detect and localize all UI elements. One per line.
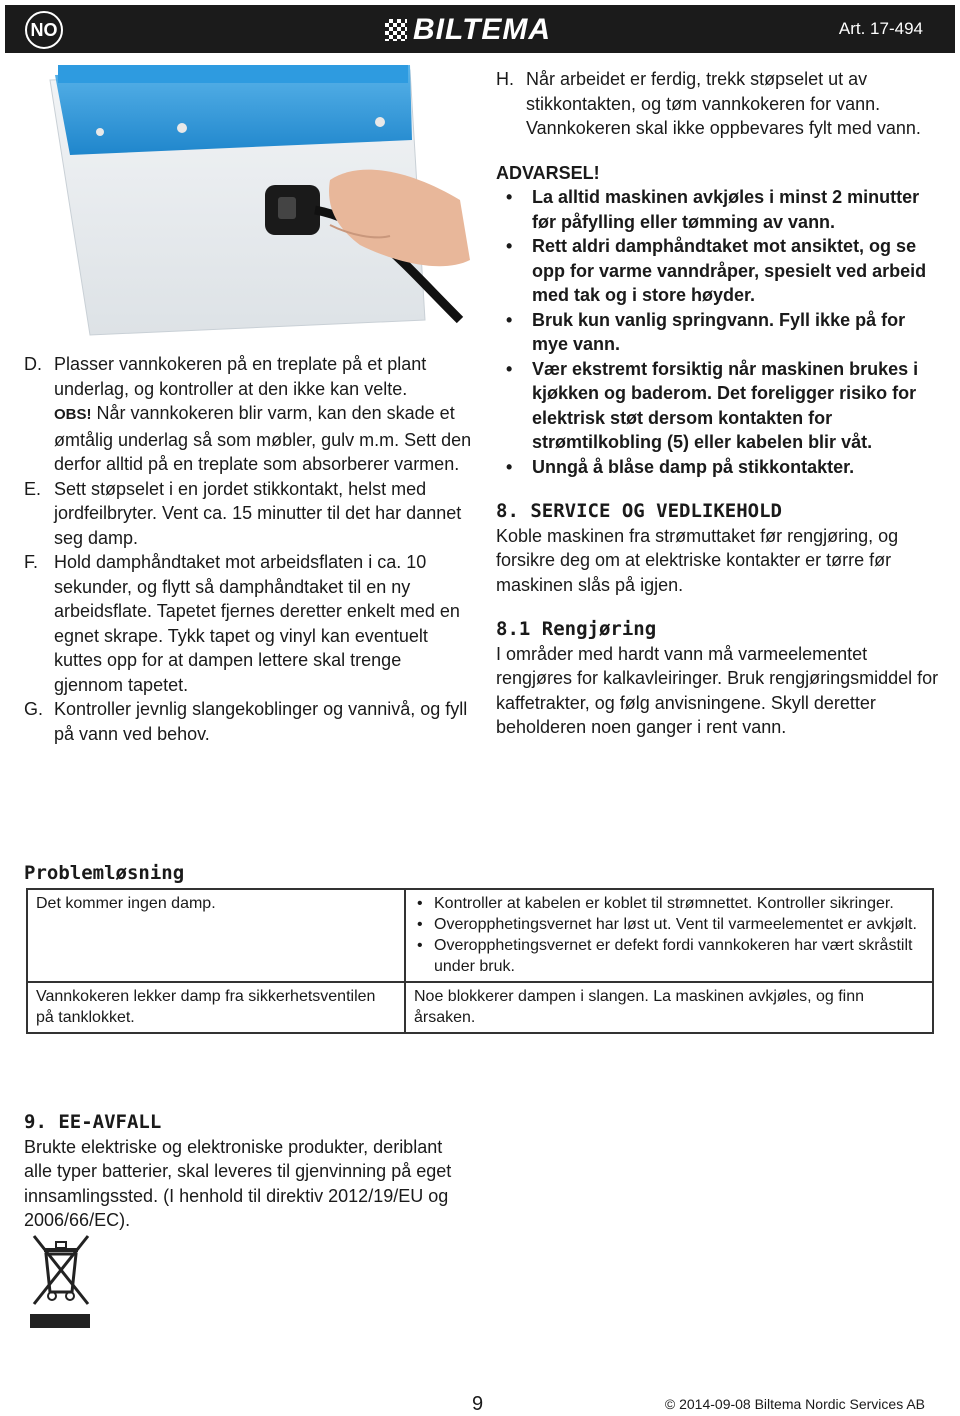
brand-name: BILTEMA	[413, 13, 552, 46]
troubleshooting-table	[26, 888, 934, 1034]
warning-list	[496, 185, 946, 479]
article-number: Art. 17-494	[838, 19, 923, 38]
warning-item: • Unngå å blåse damp på stikkontakter.	[496, 455, 946, 480]
solution-item: • Overopphetingsvernet er defekt fordi vannkokeren har vært skråstilt under bruk.	[414, 935, 924, 977]
step-e: E. Sett støpselet i en jordet stikkontakt, helst med jordfeilbryter. Vent ca. 15 minutter til det har dannet seg damp.	[24, 478, 462, 548]
page-number: 9	[472, 1393, 484, 1415]
checkered-flag-icon	[385, 19, 407, 41]
brand-logo	[385, 15, 551, 45]
header-bar	[5, 5, 955, 53]
ee-text: Brukte elektriske og elektroniske produkter, deriblant alle typer batterier, skal leveres til gjenvinning på eget innsamlingssted. (I henhold til direktiv 2012/19/EU og 2006/66/EC).	[24, 1136, 452, 1230]
table-row	[27, 982, 933, 1033]
obs-note: OBS! Når vannkokeren blir varm, kan den skade et ømtålig underlag så som møbler, gulv m.m. Sett den derfor alltid på en treplate som absorberer varmen.	[54, 403, 472, 474]
service-heading: 8. SERVICE OG VEDLIKEHOLD	[496, 500, 782, 522]
table-row	[27, 889, 933, 982]
service-text: Koble maskinen fra strømuttaket før rengjøring, og forsikre deg om at elektriske kontakter er tørre før maskinen slås på igjen.	[496, 525, 899, 595]
troubleshooting-heading: Problemløsning	[24, 862, 185, 884]
solution-item: • Overopphetingsvernet har løst ut. Vent til varmeelementet er avkjølt.	[414, 914, 924, 935]
problem-cell: Vannkokeren lekker damp fra sikkerhetsventilen på tanklokket.	[27, 982, 405, 1033]
warning-title: ADVARSEL!	[496, 162, 600, 183]
warning-item: • Rett aldri damphåndtaket mot ansiktet, og se opp for varme vanndråper, spesielt ved arbeid med tak og i store høyder.	[496, 234, 946, 308]
instructions-left	[24, 352, 474, 746]
ee-heading: 9. EE-AVFALL	[24, 1111, 162, 1133]
step-g: G. Kontroller jevnlig slangekoblinger og vannivå, og fyll på vann ved behov.	[24, 699, 468, 744]
step-d: D. Plasser vannkokeren på en treplate på et plant underlag, og kontroller at den ikke kan velte.	[24, 354, 427, 399]
copyright: © 2014-09-08 Biltema Nordic Services AB	[664, 1396, 925, 1412]
warning-item: • Vær ekstremt forsiktig når maskinen brukes i kjøkken og baderom. Det foreligger risiko for elektrisk støt dersom kontakten for strømtilkobling (5) eller kabelen blir våt.	[496, 357, 946, 455]
step-f: F. Hold damphåndtaket mot arbeidsflaten i ca. 10 sekunder, og flytt så damphåndtaket til en ny arbeidsflate. Tapetet fjernes deretter enkelt med en egnet skrape. Tykk tapet og vinyl kan eventuelt kuttes opp for at dampen lettere skal trenge gjennom tapetet.	[24, 552, 460, 695]
cleaning-heading: 8.1 Rengjøring	[496, 618, 657, 640]
problem-cell: Det kommer ingen damp.	[27, 889, 405, 982]
cleaning-text: I områder med hardt vann må varmeelementet rengjøres for kalkavleiringer. Bruk rengjøringsmiddel for kaffetrakter, og følg anvisningene. Skyll deretter beholderen noen ganger i rent vann.	[496, 643, 939, 737]
instructions-right	[496, 67, 946, 740]
obs-label: OBS!	[54, 406, 92, 423]
solution-item: • Kontroller at kabelen er koblet til strømnettet. Kontroller sikringer.	[414, 893, 924, 914]
warning-item: • Bruk kun vanlig springvann. Fyll ikke på for mye vann.	[496, 308, 946, 357]
warning-item: • La alltid maskinen avkjøles i minst 2 minutter før påfylling eller tømming av vann.	[496, 185, 946, 234]
language-badge: NO	[25, 11, 63, 49]
solution-cell: Noe blokkerer dampen i slangen. La maskinen avkjøles, og finn årsaken.	[405, 982, 933, 1033]
product-photo	[30, 60, 470, 350]
ee-waste-section	[24, 1110, 474, 1233]
step-h: H. Når arbeidet er ferdig, trekk støpselet ut av stikkontakten, og tøm vannkokeren for vann. Vannkokeren skal ikke oppbevares fylt med vann.	[496, 69, 921, 138]
crossed-bin-icon	[26, 1230, 96, 1330]
solution-cell	[405, 889, 933, 982]
